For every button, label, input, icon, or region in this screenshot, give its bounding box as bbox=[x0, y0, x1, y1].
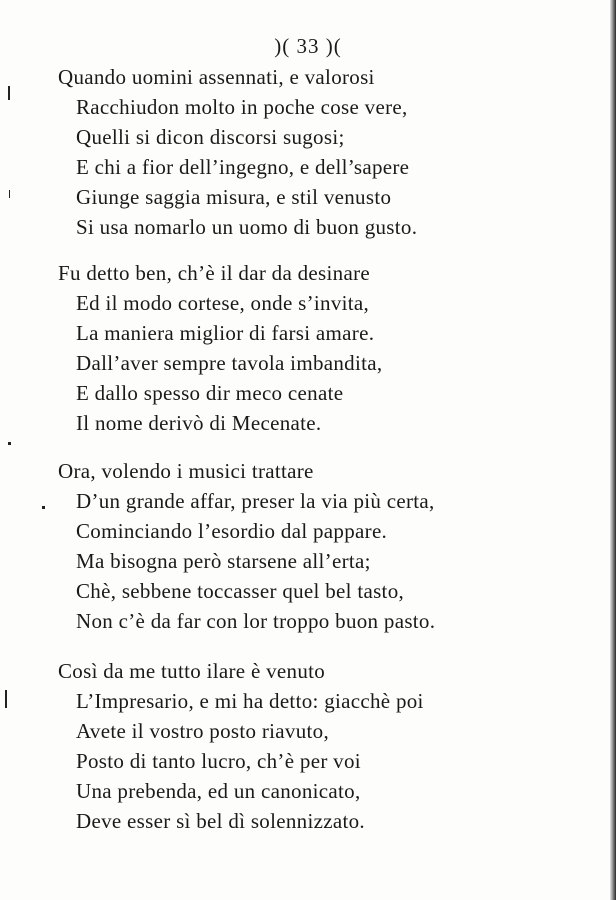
verse-line: D’un grande affar, preser la via più certa, bbox=[76, 489, 435, 513]
stanza-4 bbox=[58, 656, 538, 836]
verse-line: Si usa nomarlo un uomo di buon gusto. bbox=[76, 215, 418, 239]
verse-line: Cominciando l’esordio dal pappare. bbox=[76, 519, 388, 543]
verse-line: Una prebenda, ed un canonicato, bbox=[76, 779, 361, 803]
verse-line: E chi a fior dell’ingegno, e dell’sapere bbox=[76, 155, 410, 179]
page-number: )( 33 )( bbox=[274, 34, 342, 58]
verse-line: Quando uomini assennati, e valorosi bbox=[58, 65, 375, 89]
verse-line: Ora, volendo i musici trattare bbox=[58, 459, 314, 483]
verse-line: Ma bisogna però starsene all’erta; bbox=[76, 549, 371, 573]
verse-line: Chè, sebbene toccasser quel bel tasto, bbox=[76, 579, 405, 603]
verse-line: Il nome derivò di Mecenate. bbox=[76, 411, 322, 435]
verse-line: Non c’è da far con lor troppo buon pasto. bbox=[76, 609, 436, 633]
verse-line: Avete il vostro posto riavuto, bbox=[76, 719, 329, 743]
margin-mark bbox=[42, 506, 45, 509]
margin-mark bbox=[8, 442, 11, 445]
verse-line: Ed il modo cortese, onde s’invita, bbox=[76, 291, 370, 315]
verse-line: Dall’aver sempre tavola imbandita, bbox=[76, 351, 383, 375]
verse-line: Giunge saggia misura, e stil venusto bbox=[76, 185, 392, 209]
margin-mark bbox=[9, 190, 10, 198]
verse-line: L’Impresario, e mi ha detto: giacchè poi bbox=[76, 689, 424, 713]
stanza-2 bbox=[58, 258, 538, 438]
verse-line: Fu detto ben, ch’è il dar da desinare bbox=[58, 261, 370, 285]
verse-line: Posto di tanto lucro, ch’è per voi bbox=[76, 749, 361, 773]
verse-line: Deve esser sì bel dì solennizzato. bbox=[76, 809, 365, 833]
stanza-3 bbox=[58, 456, 538, 636]
verse-line: Racchiudon molto in poche cose vere, bbox=[76, 95, 408, 119]
margin-mark bbox=[8, 86, 10, 100]
verse-line: Così da me tutto ilare è venuto bbox=[58, 659, 326, 683]
stanza-1 bbox=[58, 62, 538, 242]
verse-line: E dallo spesso dir meco cenate bbox=[76, 381, 344, 405]
margin-mark bbox=[5, 690, 7, 708]
page-edge-shadow bbox=[610, 0, 616, 900]
verse-line: Quelli si dicon discorsi sugosi; bbox=[76, 125, 345, 149]
verse-line: La maniera miglior di farsi amare. bbox=[76, 321, 375, 345]
